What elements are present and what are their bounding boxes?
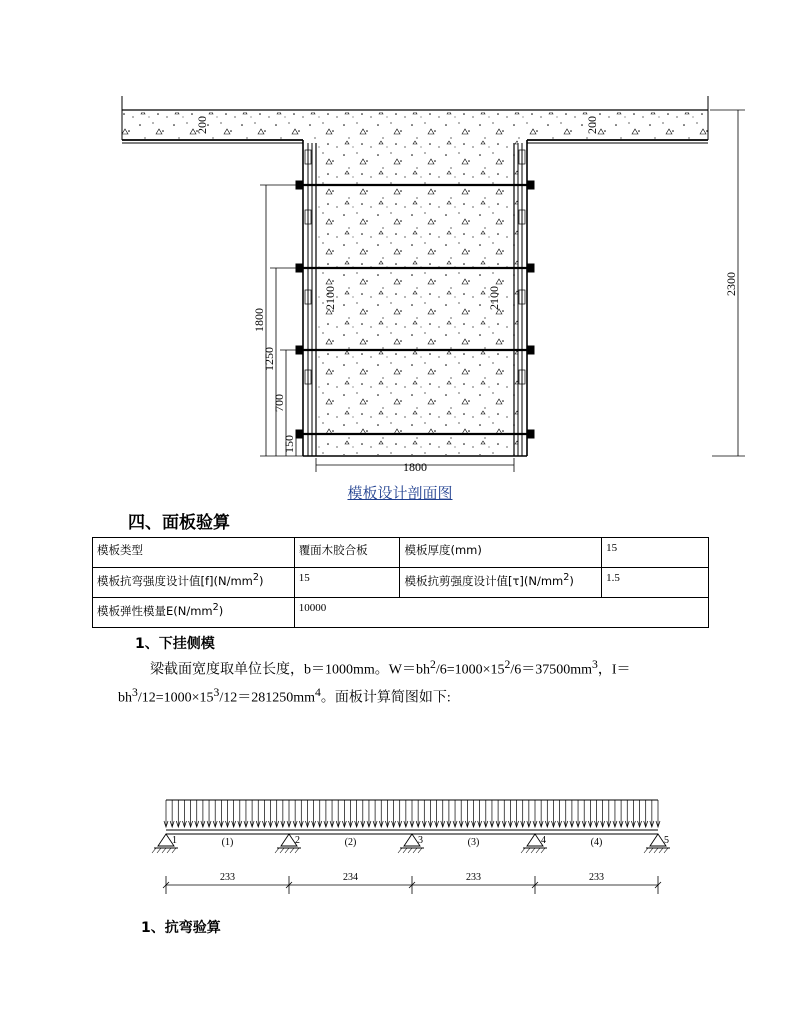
param-value: 15	[602, 538, 709, 568]
span-length-label: 233	[466, 872, 481, 883]
table-row	[93, 598, 709, 628]
support-label: 3	[418, 835, 423, 846]
params-table	[92, 537, 709, 628]
param-value: 10000	[294, 598, 708, 628]
span-label: (1)	[221, 837, 234, 848]
param-value: 覆面木胶合板	[294, 538, 400, 568]
span-label: (3)	[467, 837, 480, 848]
dim-tie-1250: 1250	[262, 347, 276, 371]
span-length-label: 233	[589, 872, 604, 883]
dim-beam-width: 1800	[403, 460, 427, 474]
dim-tie-700: 700	[272, 394, 286, 412]
diagram-caption: 模板设计剖面图	[347, 484, 453, 502]
beam-diagram	[0, 790, 800, 900]
support-label: 1	[172, 835, 177, 846]
section-heading: 四、面板验算	[128, 513, 230, 533]
span-length-label: 233	[220, 872, 235, 883]
support-node	[152, 834, 178, 853]
param-value: 1.5	[602, 568, 709, 598]
support-node	[398, 834, 424, 853]
param-label: 模板抗弯强度设计值$[f](N/mm^2)$	[93, 568, 295, 598]
section-drawing	[0, 0, 800, 480]
dim-total-height: 2300	[724, 272, 738, 296]
param-value: 15	[294, 568, 400, 598]
dim-tie-1800: 1800	[252, 308, 266, 332]
param-label: 模板弹性模量$E(N/mm^2)$	[93, 598, 295, 628]
support-label: 2	[295, 835, 300, 846]
span-length-label: 234	[343, 872, 358, 883]
dim-slab-right: 200	[585, 116, 599, 134]
subsection-heading: 1、下挂侧模	[135, 636, 215, 652]
support-label: 4	[541, 835, 546, 846]
subsection-heading: 1、抗弯验算	[141, 920, 221, 936]
span-label: (2)	[344, 837, 357, 848]
dim-slab-left: 200	[195, 116, 209, 134]
dim-tie-150: 150	[282, 435, 296, 453]
param-label: 模板抗剪强度设计值$[\tau](N/mm^2)$	[400, 568, 602, 598]
paragraph-line: 梁截面宽度取单位长度，b＝1000mm。$W=bh^2/6=1000\times 15^2/6=37500mm^3$，I＝	[150, 658, 631, 678]
dim-inner-right: 2100	[487, 286, 501, 310]
paragraph-line: $bh^3/12=1000\times 15^3/12=281250mm^4$。面板计算简图如下:	[118, 686, 451, 706]
param-label: 模板厚度(mm)	[400, 538, 602, 568]
param-label: 模板类型	[93, 538, 295, 568]
support-node	[275, 834, 301, 853]
support-label: 5	[664, 835, 669, 846]
distributed-load	[164, 800, 660, 827]
table-row	[93, 538, 709, 568]
concrete-section	[122, 112, 708, 455]
table-row	[93, 568, 709, 598]
support-node	[521, 834, 547, 853]
dim-inner-left: 2100	[323, 286, 337, 310]
support-node	[644, 834, 670, 853]
span-label: (4)	[590, 837, 603, 848]
